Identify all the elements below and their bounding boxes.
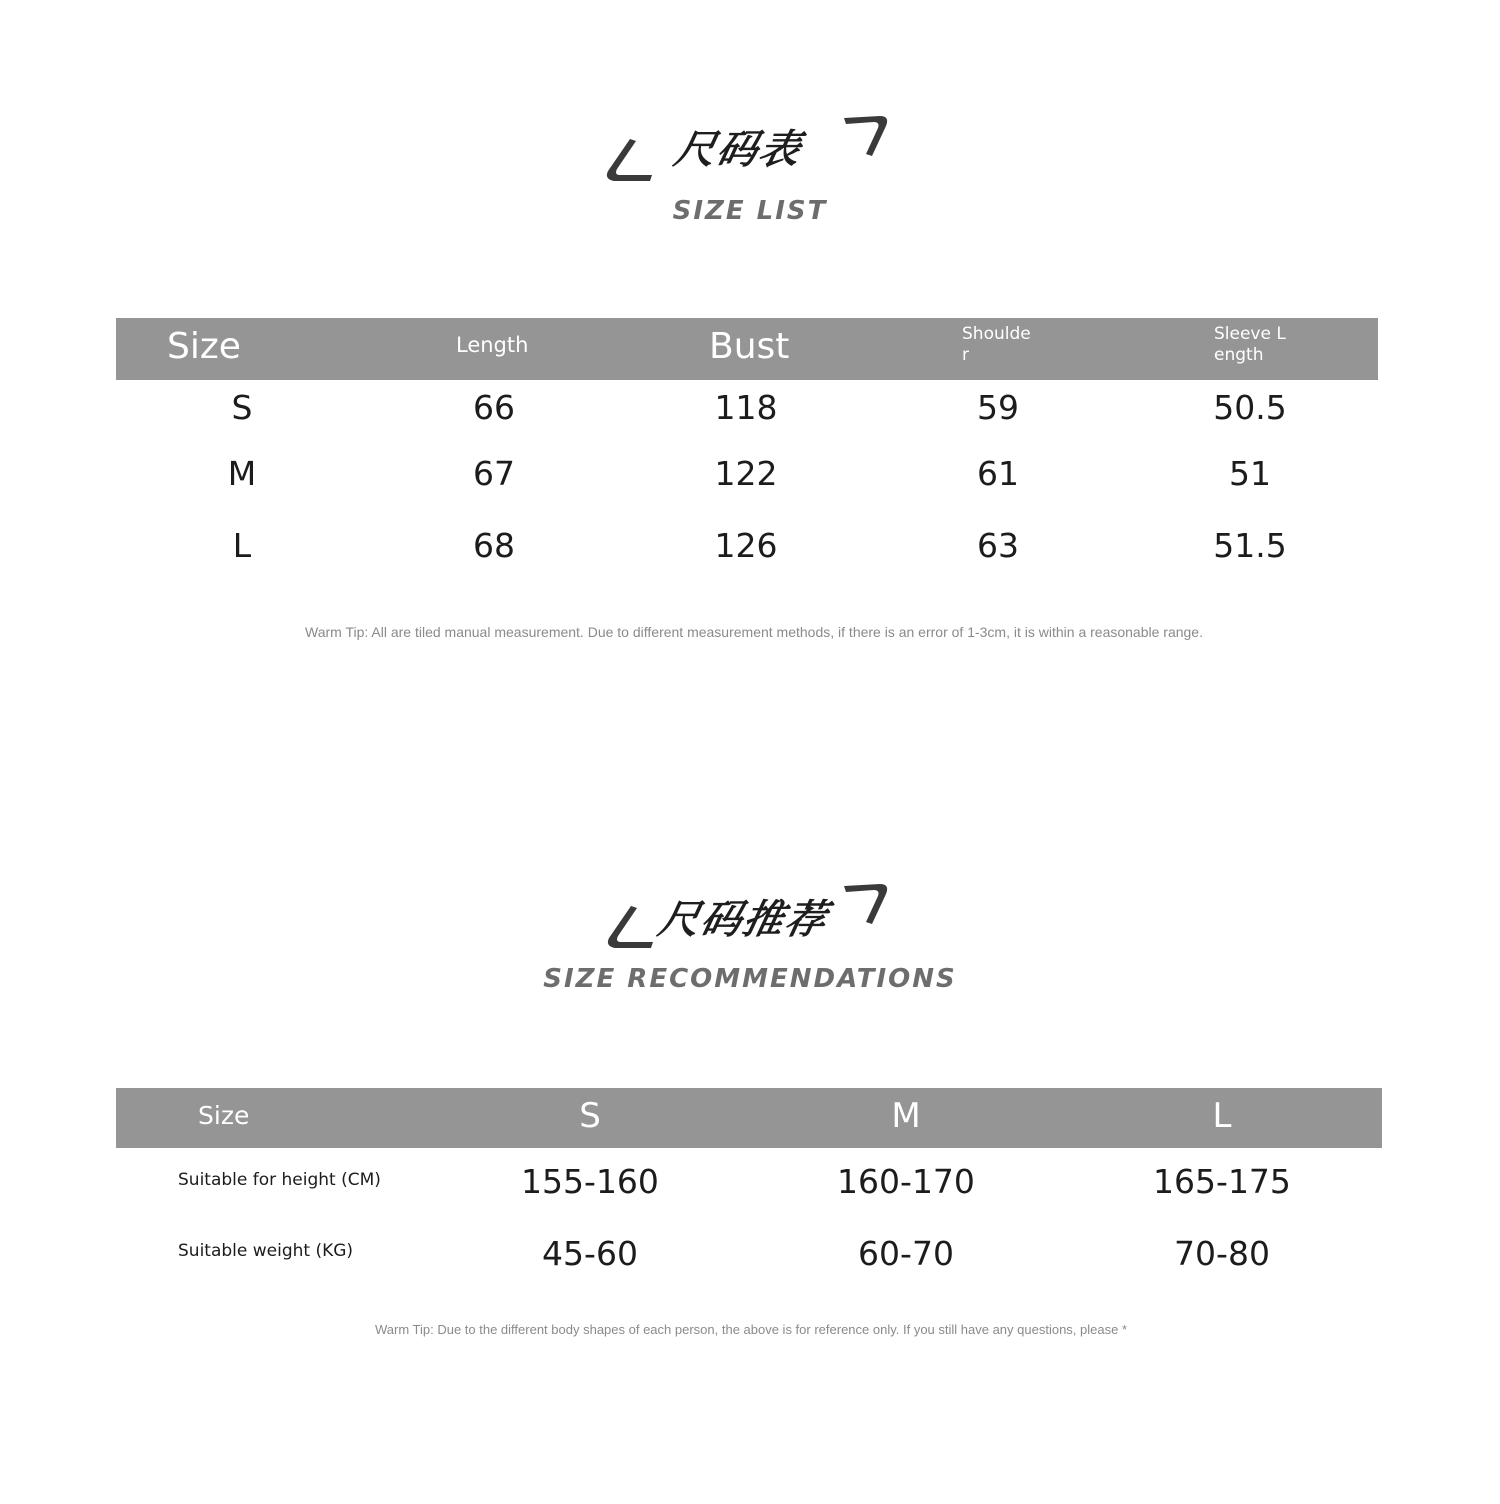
header-size: Size <box>198 1101 250 1130</box>
table-cell: 50.5 <box>1213 388 1287 427</box>
table-cell: 45-60 <box>542 1234 638 1273</box>
right-bracket-icon <box>842 880 892 926</box>
table-cell: 66 <box>473 388 515 427</box>
table-cell: 165-175 <box>1153 1162 1291 1201</box>
table-cell: M <box>227 454 257 493</box>
header-bust: Bust <box>709 326 790 367</box>
size-list-title-cn: 尺码表 <box>670 127 807 173</box>
header-sleeve-length: Sleeve L ength <box>1214 324 1286 365</box>
table-cell: S <box>231 388 253 427</box>
size-list-table-header <box>116 318 1378 380</box>
size-recommendations-heading <box>0 870 1500 1010</box>
size-list-tip: Warm Tip: All are tiled manual measurement. Due to different measurement methods, if there is an error of 1-3cm, it is within a reasonable range. <box>305 624 1203 640</box>
table-cell: 51.5 <box>1213 526 1287 565</box>
size-recommendations-title-en: SIZE RECOMMENDATIONS <box>543 964 957 994</box>
header-l: L <box>1212 1096 1232 1136</box>
table-cell: 155-160 <box>521 1162 659 1201</box>
left-bracket-icon <box>600 135 656 185</box>
table-cell: 70-80 <box>1174 1234 1270 1273</box>
table-cell: 118 <box>714 388 778 427</box>
table-cell: 61 <box>977 454 1019 493</box>
table-cell: 122 <box>714 454 778 493</box>
header-s: S <box>579 1096 601 1136</box>
table-cell: 160-170 <box>837 1162 975 1201</box>
table-cell: 60-70 <box>858 1234 954 1273</box>
header-m: M <box>891 1096 921 1136</box>
table-cell: 126 <box>714 526 778 565</box>
size-list-heading <box>0 100 1500 240</box>
header-length: Length <box>456 333 529 357</box>
table-cell: 51 <box>1229 454 1271 493</box>
size-recommendations-table-header <box>116 1088 1382 1148</box>
row-label-height: Suitable for height (CM) <box>178 1170 381 1190</box>
right-bracket-icon <box>842 112 892 158</box>
size-list-title-en: SIZE LIST <box>672 196 828 226</box>
header-shoulder: Shoulde r <box>962 324 1031 365</box>
left-bracket-icon <box>601 902 657 952</box>
size-recommendations-title-cn: 尺码推荐 <box>654 897 833 943</box>
header-size: Size <box>167 326 241 367</box>
row-label-weight: Suitable weight (KG) <box>178 1241 354 1261</box>
size-recommendations-tip: Warm Tip: Due to the different body shapes of each person, the above is for reference only. If you still have any questions, please * <box>374 1322 1128 1337</box>
table-cell: 63 <box>977 526 1019 565</box>
table-cell: 67 <box>473 454 515 493</box>
table-cell: L <box>232 526 252 565</box>
table-cell: 68 <box>473 526 515 565</box>
table-cell: 59 <box>977 388 1019 427</box>
